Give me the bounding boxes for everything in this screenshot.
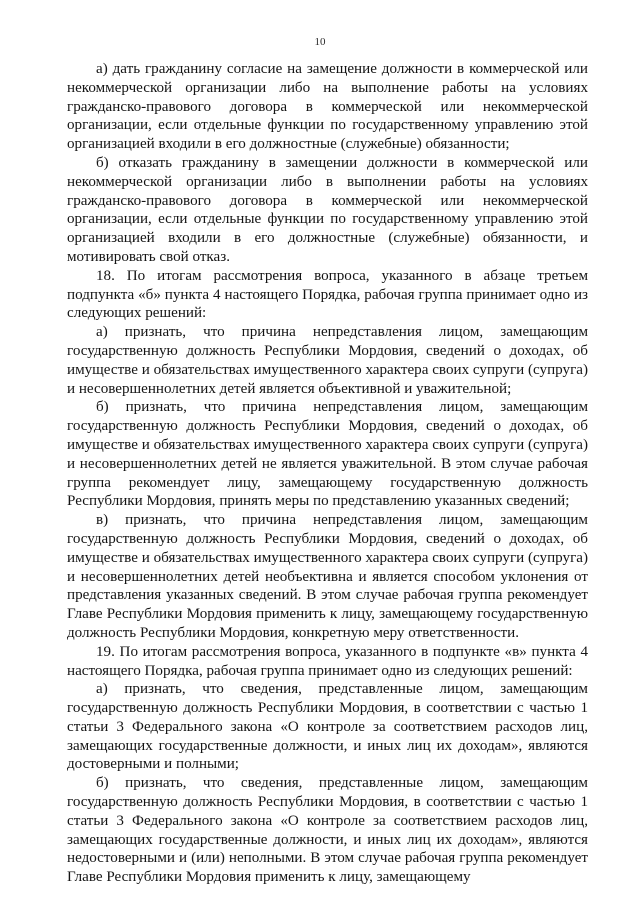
paragraph: а) признать, что сведения, представленные лицом, замещающим государственную должность Республики Мордовия, в соответствии с частью 1 статьи 3 Федерального закона «О контроле за соответствием расходов лиц, замещающих государственные должности, и иных лиц их доходам», являются достоверными и полными; bbox=[67, 681, 588, 773]
paragraph: в) признать, что причина непредставления лицом, замещающим государственную должность Республики Мордовия, сведений о доходах, об имуществе и обязательствах имущественного характера своих супруги (супруга) и несовершеннолетних детей необъективна и является способом уклонения от представления указанных сведений. В этом случае рабочая группа рекомендует Главе Республики Мордовия применить к лицу, замещающему государственную должность Республики Мордовия, конкретную меру ответственности. bbox=[67, 512, 588, 641]
paragraph: 19. По итогам рассмотрения вопроса, указанного в подпункте «в» пункта 4 настоящего Порядка, рабочая группа принимает одно из следующих решений: bbox=[67, 643, 588, 679]
paragraph: а) дать гражданину согласие на замещение должности в коммерческой или некоммерческой организации либо на выполнение работы на условиях гражданско-правового договора в коммерческой или некоммерческой организации, если отдельные функции по государственному управлению этой организацией входили в его должностные (служебные) обязанности; bbox=[67, 61, 588, 153]
paragraph: а) признать, что причина непредставления лицом, замещающим государственную должность Республики Мордовия, сведений о доходах, об имуществе и обязательствах имущественного характера своих супруги (супруга) и несовершеннолетних детей является объективной и уважительной; bbox=[67, 324, 588, 397]
paragraph: 18. По итогам рассмотрения вопроса, указанного в абзаце третьем подпункта «б» пункта 4 настоящего Порядка, рабочая группа принимает одно из следующих решений: bbox=[67, 267, 588, 322]
paragraph: б) признать, что сведения, представленные лицом, замещающим государственную должность Республики Мордовия, в соответствии с частью 1 статьи 3 Федерального закона «О контроле за соответствием расходов лиц, замещающих государственные должности, и иных лиц их доходам», являются недостоверными и (или) неполными. В этом случае рабочая группа рекомендует Главе Республики Мордовия применить к лицу, замещающему bbox=[67, 775, 588, 886]
paragraph: б) отказать гражданину в замещении должности в коммерческой или некоммерческой организации либо в выполнении работы на условиях гражданско-правового договора в коммерческой или некоммерческой организации, если отдельные функции по государственному управлению этой организацией входили в его должностные (служебные) обязанности, и мотивировать свой отказ. bbox=[67, 154, 588, 265]
page-number: 10 bbox=[314, 36, 326, 48]
document-body bbox=[67, 60, 588, 887]
paragraph: б) признать, что причина непредставления лицом, замещающим государственную должность Республики Мордовия, сведений о доходах, об имуществе и обязательствах имущественного характера своих супруги (супруга) и несовершеннолетних детей не является уважительной. В этом случае рабочая группа рекомендует лицу, замещающему государственную должность Республики Мордовия, принять меры по представлению указанных сведений; bbox=[67, 399, 588, 510]
